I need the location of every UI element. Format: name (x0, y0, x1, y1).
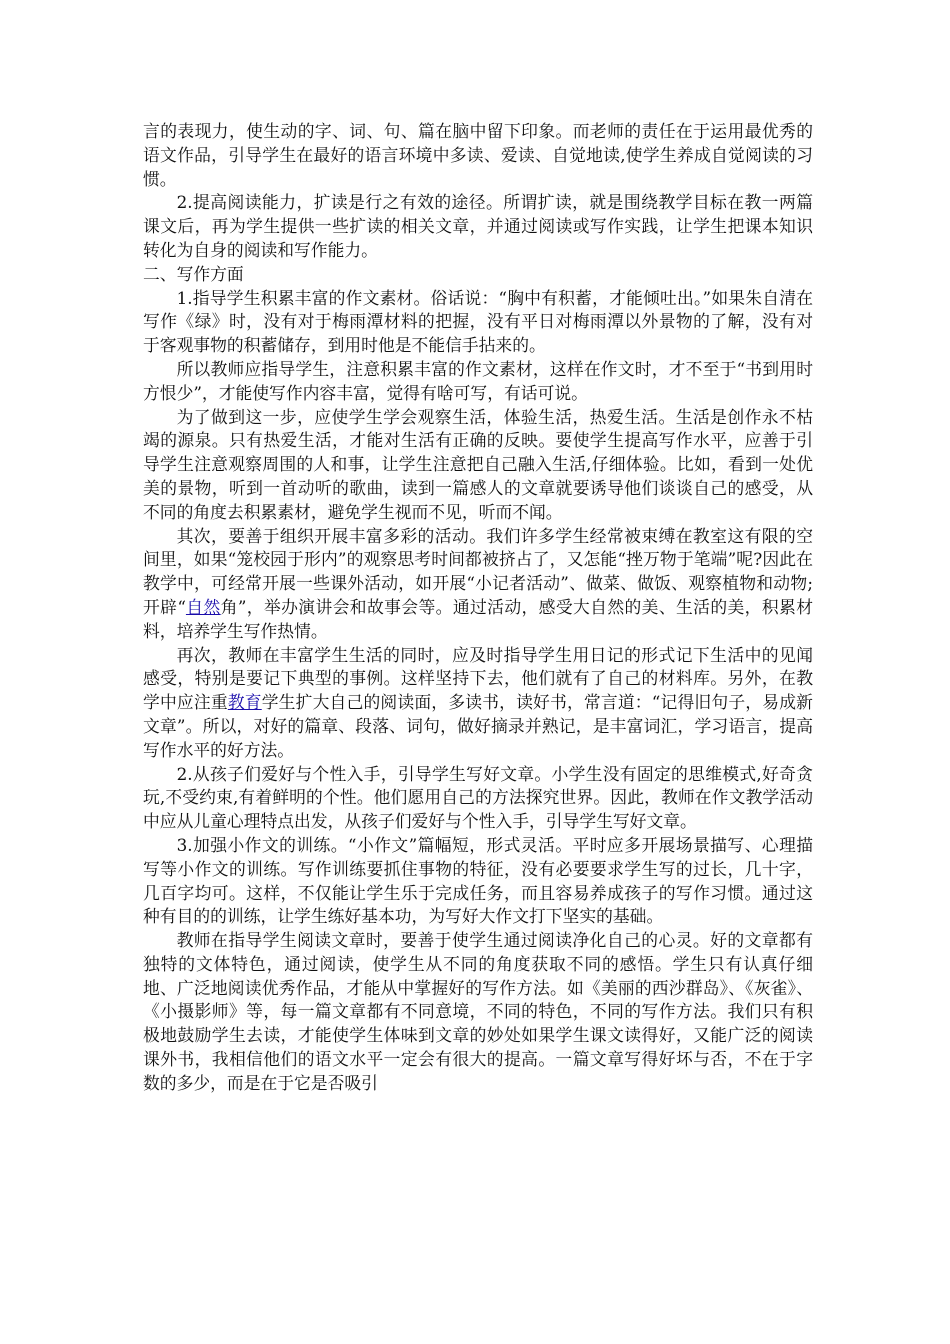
link-nature[interactable]: 自然 (185, 596, 221, 617)
paragraph-reading-habit: 言的表现力，使生动的字、词、句、篇在脑中留下印象。而老师的责任在于运用最优秀的语文作品，引导学生在最好的语言环境中多读、爱读、自觉地读,使学生养成自觉阅读的习惯。 (143, 121, 813, 189)
paragraph-short-composition: 3.加强小作文的训练。“小作文”篇幅短，形式灵活。平时应多开展场景描写、心理描写等小作文的训练。写作训练要抓住事物的特征，没有必要要求学生写的过长，几十字，几百字均可。这样，不仅能让学生乐于完成任务，而且容易养成孩子的写作习惯。通过这种有目的的训练，让学生练好基本功，为写好大作文打下坚实的基础。 (143, 834, 813, 927)
link-education[interactable]: 教育 (227, 692, 262, 713)
paragraph-observe-life: 为了做到这一步，应使学生学会观察生活，体验生活，热爱生活。生活是创作永不枯竭的源泉。只有热爱生活，才能对生活有正确的反映。要使学生提高写作水平，应善于引导学生注意观察周围的人和事，让学生注意把自己融入生活,仔细体验。比如，看到一处优美的景物，听到一首动听的歌曲，读到一篇感人的文章就要诱导他们谈谈自己的感受，从不同的角度去积累素材，避免学生视而不见，听而不闻。 (143, 406, 813, 522)
paragraph-diary-before: 再次，教师在丰富学生生活的同时，应及时指导学生用日记的形式记下生活中的见闻感受，特别是要记下典型的事例。这样坚持下去，他们就有了自己的材料库。另外，在教学中应注重 (143, 644, 813, 713)
document-body (143, 120, 813, 1096)
paragraph-activities-before: 其次，要善于组织开展丰富多彩的活动。我们许多学生经常被束缚在教室这有限的空间里，如果“笼校园于形内”的观察思考时间都被挤占了，又怎能“挫万物于笔端”呢?因此在教学中，可经常开展一些课外活动，如开展“小记者活动”、做菜、做饭、观察植物和动物;开辟“ (143, 525, 813, 617)
paragraph-extended-reading: 2.提高阅读能力，扩读是行之有效的途径。所谓扩读，就是围绕教学目标在教一两篇课文后，再为学生提供一些扩读的相关文章，并通过阅读或写作实践，让学生把课本知识转化为自身的阅读和写作能力。 (143, 192, 813, 260)
paragraph-activities-after: 角”，举办演讲会和故事会等。通过活动，感受大自然的美、生活的美，积累材料，培养学生写作热情。 (143, 596, 813, 641)
paragraph-teacher-guidance: 所以教师应指导学生，注意积累丰富的作文素材，这样在作文时，才不至于“书到用时方恨少”，才能使写作内容丰富，觉得有啥可写，有话可说。 (143, 358, 813, 403)
paragraph-diary (143, 644, 813, 763)
paragraph-diary-after: 学生扩大自己的阅读面，多读书，读好书，常言道：“记得旧句子，易成新文章”。所以，对好的篇章、段落、词句，做好摘录并熟记，是丰富词汇，学习语言，提高写作水平的好方法。 (143, 692, 813, 760)
paragraph-interests: 2.从孩子们爱好与个性入手，引导学生写好文章。小学生没有固定的思维模式,好奇贪玩,不受约束,有着鲜明的个性。他们愿用自己的方法探究世界。因此，教师在作文教学活动中应从儿童心理特点出发，从孩子们爱好与个性入手，引导学生写好文章。 (143, 763, 813, 832)
paragraph-accumulate-material: 1.指导学生积累丰富的作文素材。俗话说：“胸中有积蓄，才能倾吐出。”如果朱自清在写作《绿》时，没有对于梅雨潭材料的把握，没有平日对梅雨潭以外景物的了解，没有对于客观事物的积蓄储存，到用时他是不能信手拈来的。 (143, 287, 813, 356)
section-heading-writing: 二、写作方面 (143, 263, 244, 284)
paragraph-activities (143, 525, 813, 644)
paragraph-purify-mind: 教师在指导学生阅读文章时，要善于使学生通过阅读净化自己的心灵。好的文章都有独特的文体特色，通过阅读，使学生从不同的角度获取不同的感悟。学生只有认真仔细地、广泛地阅读优秀作品，才能从中掌握好的写作方法。如《美丽的西沙群岛》、《灰雀》、《小摄影师》等，每一篇文章都有不同意境，不同的特色，不同的写作方法。我们只有积极地鼓励学生去读，才能使学生体味到文章的妙处如果学生课文读得好，又能广泛的阅读课外书，我相信他们的语文水平一定会有很大的提高。一篇文章写得好坏与否，不在于字数的多少，而是在于它是否吸引 (143, 930, 813, 1093)
